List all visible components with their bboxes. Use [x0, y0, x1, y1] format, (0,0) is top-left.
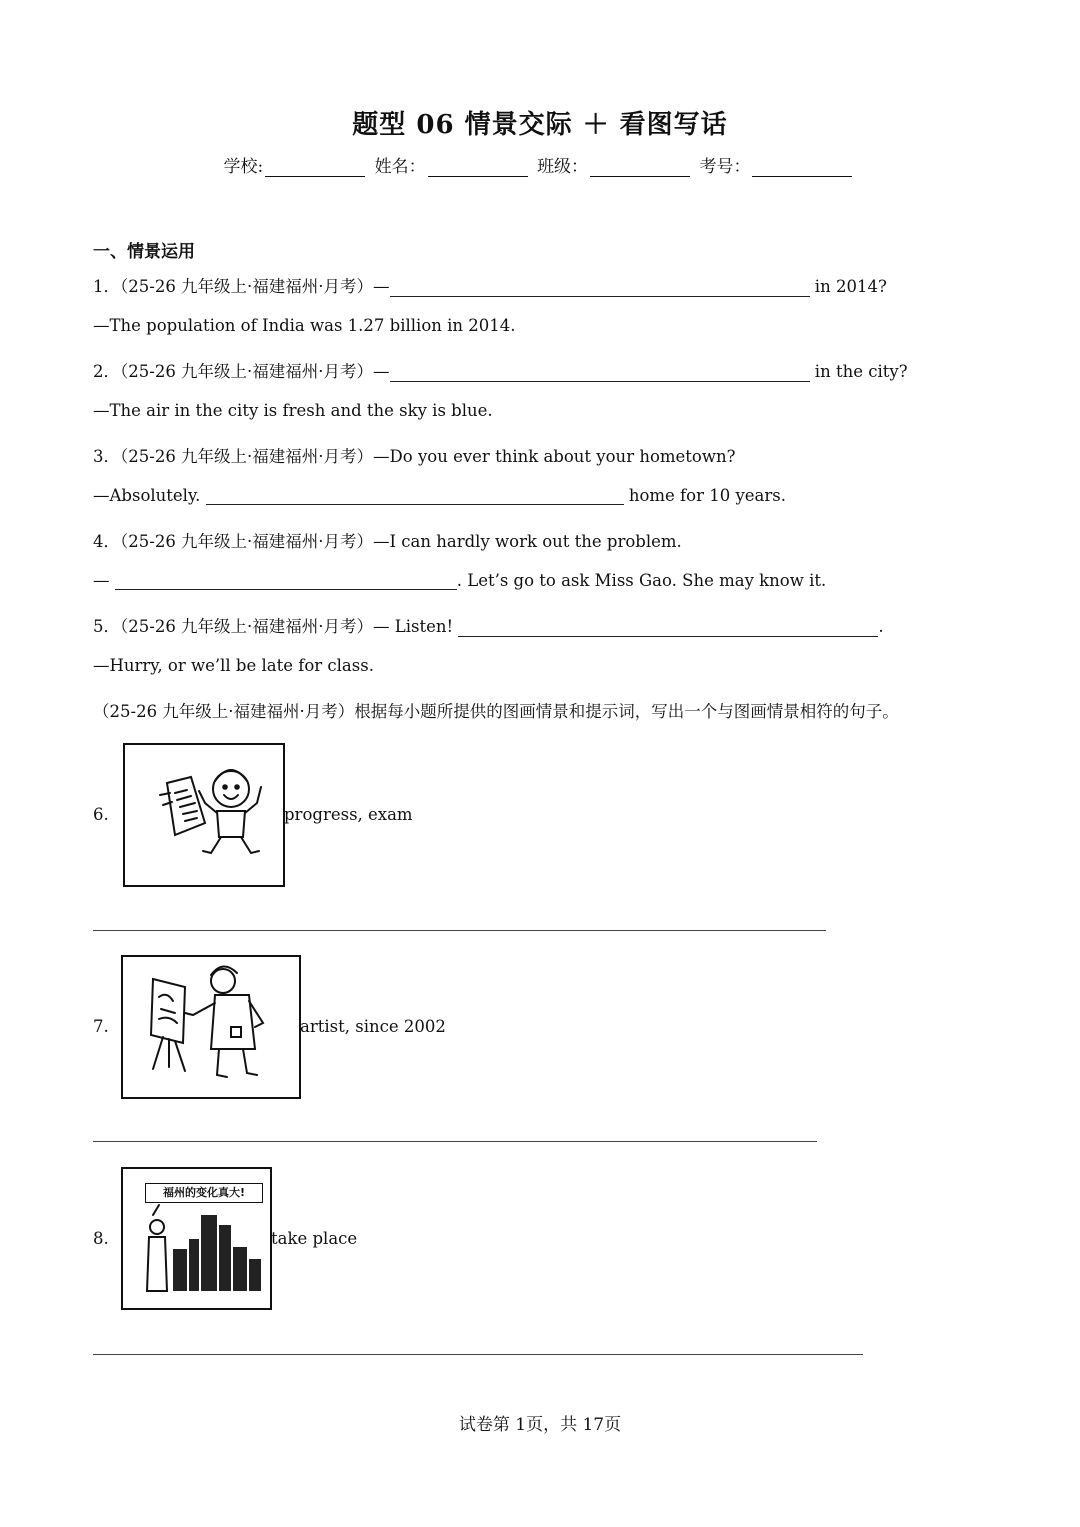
class-blank[interactable]: [590, 158, 690, 177]
speech-bubble-sign: 福州的变化真大!: [145, 1183, 263, 1203]
question-1: [93, 273, 887, 297]
question-4-blank[interactable]: [115, 571, 457, 590]
question-1-suffix: in 2014?: [809, 277, 887, 296]
picture-question-8-hint: take place: [271, 1229, 358, 1248]
exam-no-blank[interactable]: [752, 158, 852, 177]
picture-question-6-number: 6.: [93, 805, 109, 824]
picture-question-6-hint: progress, exam: [284, 805, 413, 824]
city-skyline-illustration: [123, 1169, 270, 1308]
question-5: [93, 613, 884, 637]
question-2-answer: —The air in the city is fresh and the sky is blue.: [93, 401, 493, 420]
question-3-line2: [93, 486, 786, 505]
picture-question-7-number: 7.: [93, 1017, 109, 1036]
student-info-line: [0, 152, 1080, 177]
question-2-prefix: 2．（25-26 九年级上·福建福州·月考）—: [93, 362, 390, 381]
question-4-line2-prefix: —: [93, 571, 115, 590]
happy-student-illustration: [125, 745, 283, 885]
page-footer: 试卷第 1页，共 17页: [458, 1415, 622, 1435]
question-5-blank[interactable]: [458, 618, 878, 637]
answer-line-8[interactable]: [93, 1354, 863, 1355]
section-heading: 一、情景运用: [93, 242, 195, 262]
question-1-blank[interactable]: [390, 278, 810, 297]
name-label: 姓名：: [374, 157, 426, 177]
question-5-answer: —Hurry, or we’ll be late for class.: [93, 656, 374, 675]
question-2-blank[interactable]: [390, 363, 810, 382]
question-1-prefix: 1．（25-26 九年级上·福建福州·月考）—: [93, 277, 390, 296]
question-5-prefix: 5．（25-26 九年级上·福建福州·月考）— Listen!: [93, 617, 459, 636]
picture-7-artist-painting: [121, 955, 301, 1099]
question-4: 4．（25-26 九年级上·福建福州·月考）—I can hardly work out the problem.: [93, 532, 682, 551]
exam-no-label: 考号：: [699, 157, 751, 177]
school-blank[interactable]: [265, 158, 365, 177]
picture-question-8-number: 8.: [93, 1229, 109, 1248]
question-3-blank[interactable]: [206, 486, 624, 505]
school-label: 学校:: [223, 157, 264, 177]
question-4-line2-suffix: . Let’s go to ask Miss Gao. She may know it.: [456, 571, 827, 590]
question-4-line2: [93, 571, 826, 590]
question-5-suffix: .: [878, 617, 884, 636]
question-2-suffix: in the city?: [809, 362, 908, 381]
name-blank[interactable]: [428, 158, 528, 177]
picture-question-7-hint: artist, since 2002: [300, 1017, 446, 1036]
question-3-line2-prefix: —Absolutely.: [93, 486, 206, 505]
question-1-answer: —The population of India was 1.27 billion in 2014.: [93, 316, 516, 335]
question-3: 3．（25-26 九年级上·福建福州·月考）—Do you ever think about your hometown?: [93, 447, 736, 466]
picture-8-city-change: [121, 1167, 272, 1310]
class-label: 班级：: [537, 157, 589, 177]
picture-6-happy-student: [123, 743, 285, 887]
picture-instruction: （25-26 九年级上·福建福州·月考）根据每小题所提供的图画情景和提示词，写出一个与图画情景相符的句子。: [93, 702, 899, 721]
answer-line-7[interactable]: [93, 1141, 817, 1142]
page-title: 题型 06 情景交际 ＋ 看图写话: [352, 110, 728, 140]
artist-illustration: [123, 957, 299, 1097]
answer-line-6[interactable]: [93, 930, 826, 931]
question-2: [93, 358, 908, 382]
question-3-line2-suffix: home for 10 years.: [623, 486, 786, 505]
